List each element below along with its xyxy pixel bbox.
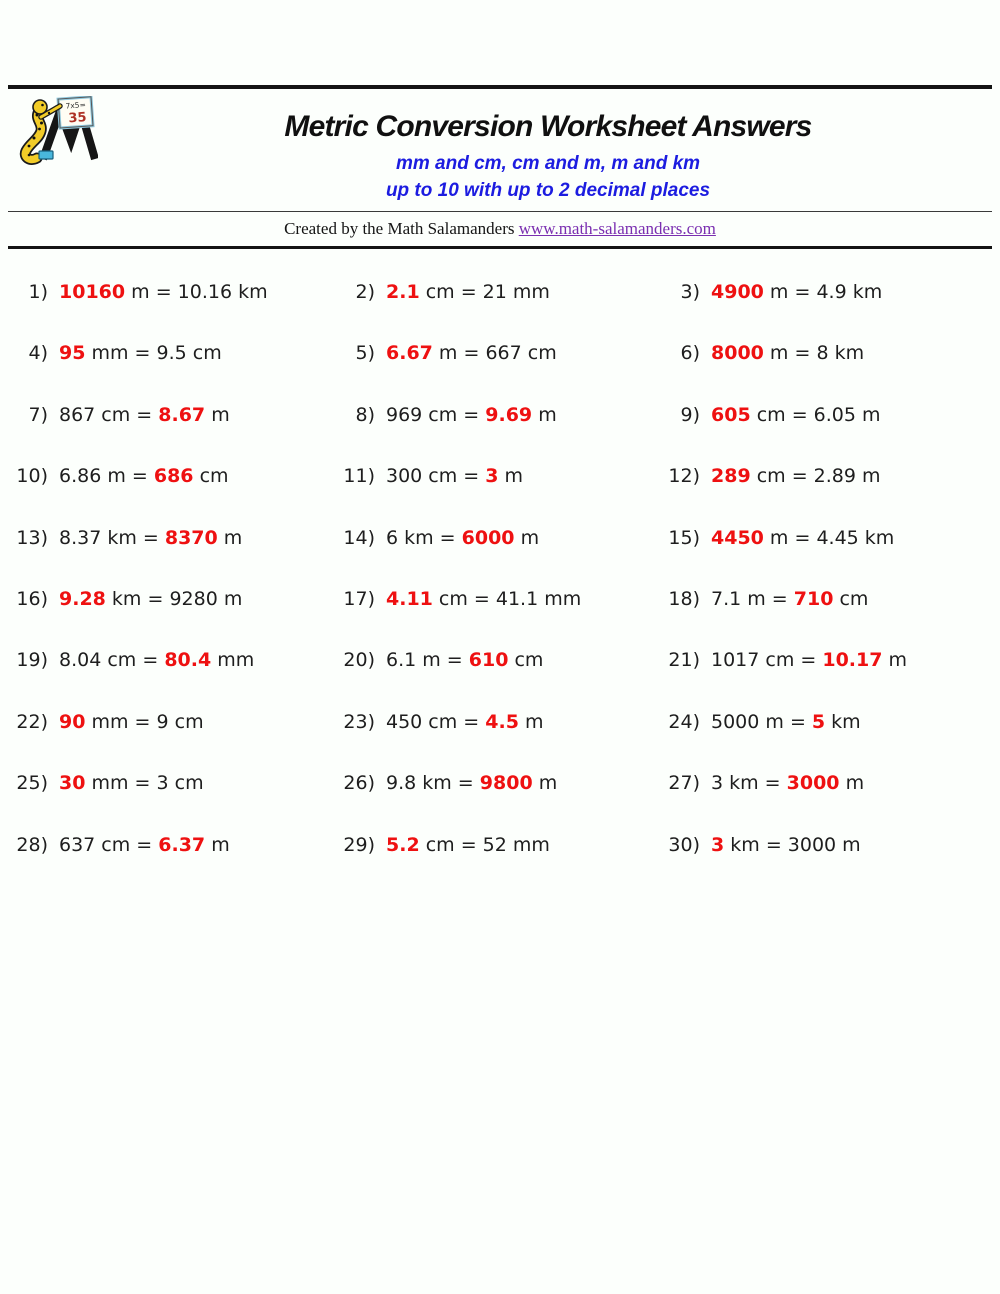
- problem-number: 20): [343, 649, 375, 672]
- problem-number: 3): [680, 281, 700, 303]
- problem-number: 25): [16, 772, 48, 795]
- board-text-line2: 35: [67, 110, 88, 127]
- problem-answer: 9.28: [59, 587, 106, 610]
- problem-post: mm = 9.5 cm: [85, 342, 222, 365]
- problem-row: [8, 710, 335, 771]
- problem-pre: 8.37 km =: [59, 526, 165, 549]
- problem-post: cm = 21 mm: [419, 281, 550, 303]
- problem-answer: 95: [59, 342, 86, 365]
- credit-divider-bottom: [8, 246, 992, 249]
- problem-answer: 710: [793, 587, 834, 610]
- problem-answer: 4450: [711, 526, 764, 549]
- problem-number: 1): [28, 281, 48, 303]
- problem-post: m: [882, 649, 908, 672]
- problem-answer: 6000: [461, 526, 515, 549]
- problem-row: [335, 648, 660, 709]
- problem-text: [59, 341, 222, 366]
- problem-answer: 686: [153, 465, 194, 488]
- top-divider: [8, 85, 992, 89]
- problem-row: [660, 587, 992, 648]
- problem-answer: 80.4: [164, 649, 212, 672]
- problem-text: [386, 526, 539, 551]
- problem-post: mm = 9 cm: [85, 710, 204, 733]
- problem-post: m = 8 km: [763, 342, 865, 365]
- problem-pre: 3 km =: [711, 772, 787, 795]
- problem-number: 16): [16, 587, 48, 610]
- problem-row: [660, 771, 992, 832]
- problem-answer: 8.67: [158, 403, 206, 426]
- problem-pre: 8.04 cm =: [59, 649, 165, 672]
- problem-row: [8, 833, 335, 894]
- problem-number: 11): [343, 465, 375, 488]
- problem-row: [8, 280, 335, 341]
- problem-answer: 3: [485, 465, 499, 488]
- problem-pre: 7.1 m =: [711, 587, 794, 610]
- problem-answer: 610: [468, 649, 509, 672]
- problem-text: [59, 526, 242, 551]
- blue-stool: [39, 151, 53, 159]
- problem-text: [386, 710, 544, 735]
- problem-text: [386, 280, 550, 305]
- problem-pre: 867 cm =: [59, 403, 159, 426]
- problem-pre: 6.1 m =: [386, 649, 469, 672]
- problem-row: [335, 341, 660, 402]
- problem-row: [660, 341, 992, 402]
- page-title: Metric Conversion Worksheet Answers: [284, 110, 812, 143]
- problem-text: [711, 710, 861, 735]
- problem-row: [8, 587, 335, 648]
- problem-row: [8, 341, 335, 402]
- problem-number: 23): [343, 710, 375, 733]
- problem-post: m: [532, 772, 558, 795]
- board-text-line1: 7x5=: [65, 100, 87, 111]
- problem-answer: 4.11: [386, 587, 433, 610]
- problem-pre: 969 cm =: [386, 403, 486, 426]
- whiteboard: [58, 97, 93, 128]
- problem-post: cm: [833, 587, 869, 610]
- problem-row: [8, 526, 335, 587]
- problem-answer: 605: [711, 403, 751, 426]
- problem-pre: 6.86 m =: [59, 465, 154, 488]
- problem-number: 13): [16, 526, 48, 549]
- problem-number: 14): [343, 526, 375, 549]
- problem-post: m: [518, 710, 544, 733]
- problem-post: cm: [193, 465, 229, 488]
- problem-pre: 6 km =: [386, 526, 462, 549]
- problem-number: 8): [355, 403, 375, 426]
- problem-row: [660, 280, 992, 341]
- problem-text: [386, 341, 557, 366]
- problem-post: cm = 2.89 m: [750, 465, 881, 488]
- problem-number: 15): [668, 526, 700, 549]
- problem-answer: 9.69: [485, 403, 533, 426]
- problem-row: [660, 464, 992, 525]
- problem-row: [335, 833, 660, 894]
- problems-grid: [8, 280, 992, 894]
- problem-pre: 450 cm =: [386, 710, 486, 733]
- problem-text: [711, 587, 868, 612]
- problem-number: 2): [355, 281, 375, 303]
- problem-answer: 6.67: [386, 342, 433, 365]
- problem-row: [660, 833, 992, 894]
- problem-number: 5): [355, 342, 375, 365]
- problem-text: [59, 710, 204, 735]
- problem-answer: 10.17: [822, 649, 883, 672]
- page-subtitle-1: mm and cm, cm and m, m and km: [395, 153, 701, 174]
- problem-text: [386, 771, 557, 796]
- problem-text: [59, 648, 254, 673]
- problem-number: 28): [16, 833, 48, 856]
- problem-number: 24): [668, 710, 700, 733]
- problem-post: m: [514, 526, 540, 549]
- problem-post: m: [839, 772, 865, 795]
- problem-post: cm: [508, 649, 544, 672]
- problem-post: cm = 41.1 mm: [432, 587, 582, 610]
- credit-text: Created by the Math Salamanders: [284, 219, 519, 238]
- problem-row: [8, 648, 335, 709]
- problem-row: [335, 526, 660, 587]
- problem-number: 10): [16, 465, 48, 488]
- problem-answer: 10160: [59, 281, 126, 303]
- problem-answer: 3: [711, 833, 725, 856]
- problem-row: [335, 464, 660, 525]
- problem-post: mm: [211, 649, 255, 672]
- problem-pre: 1017 cm =: [711, 649, 823, 672]
- problem-text: [711, 280, 882, 305]
- problem-post: km = 3000 m: [724, 833, 861, 856]
- problem-number: 6): [680, 342, 700, 365]
- problem-text: [711, 464, 881, 489]
- problem-number: 4): [28, 342, 48, 365]
- page-subtitle-2: up to 10 with up to 2 decimal places: [385, 180, 711, 201]
- problem-text: [711, 526, 894, 551]
- math-salamanders-logo-icon: [14, 96, 98, 168]
- problem-post: m: [532, 403, 557, 426]
- problem-answer: 6.37: [158, 833, 206, 856]
- problem-row: [660, 526, 992, 587]
- problem-answer: 30: [59, 772, 86, 795]
- problem-text: [59, 771, 204, 796]
- problem-row: [335, 771, 660, 832]
- problem-text: [386, 587, 581, 612]
- problem-post: m: [205, 403, 230, 426]
- problem-row: [8, 771, 335, 832]
- problem-post: m = 10.16 km: [125, 281, 268, 303]
- problem-pre: 637 cm =: [59, 833, 159, 856]
- problem-row: [335, 587, 660, 648]
- problem-text: [59, 587, 242, 612]
- problem-number: 27): [668, 772, 700, 795]
- problem-text: [711, 833, 861, 858]
- problem-answer: 5: [811, 710, 826, 733]
- problem-pre: 9.8 km =: [386, 772, 480, 795]
- problem-number: 17): [343, 587, 375, 610]
- problem-answer: 289: [711, 465, 751, 488]
- problem-answer: 9800: [479, 772, 533, 795]
- problem-text: [386, 833, 550, 858]
- problem-number: 22): [16, 710, 48, 733]
- problem-text: [386, 403, 557, 428]
- problem-row: [335, 280, 660, 341]
- problem-post: km = 9280 m: [105, 587, 243, 610]
- problem-pre: 5000 m =: [711, 710, 812, 733]
- problem-answer: 4.5: [485, 710, 519, 733]
- problem-number: 29): [343, 833, 375, 856]
- problem-text: [711, 403, 881, 428]
- problem-text: [59, 833, 230, 858]
- problem-number: 30): [668, 833, 700, 856]
- problem-number: 26): [343, 772, 375, 795]
- problem-post: km: [825, 710, 861, 733]
- problem-post: m = 4.45 km: [763, 526, 895, 549]
- problem-answer: 90: [59, 710, 86, 733]
- problem-post: mm = 3 cm: [85, 772, 204, 795]
- problem-answer: 8370: [164, 526, 218, 549]
- problem-post: cm = 52 mm: [419, 833, 550, 856]
- problem-answer: 8000: [711, 342, 764, 365]
- problem-number: 18): [668, 587, 700, 610]
- problem-text: [711, 771, 864, 796]
- problem-answer: 3000: [786, 772, 840, 795]
- problem-row: [660, 710, 992, 771]
- problem-row: [335, 403, 660, 464]
- problem-number: 7): [28, 403, 48, 426]
- problem-row: [8, 464, 335, 525]
- problem-number: 21): [668, 649, 700, 672]
- problem-text: [59, 464, 229, 489]
- problem-text: [59, 403, 230, 428]
- problem-answer: 2.1: [386, 281, 420, 303]
- problem-row: [660, 403, 992, 464]
- problem-text: [386, 648, 543, 673]
- credit-line: [8, 219, 992, 239]
- problem-post: m = 667 cm: [432, 342, 557, 365]
- problem-text: [59, 280, 268, 305]
- problem-text: [386, 464, 523, 489]
- problem-number: 19): [16, 649, 48, 672]
- problem-number: 12): [668, 465, 700, 488]
- problem-post: m: [205, 833, 230, 856]
- problem-row: [8, 403, 335, 464]
- problem-row: [335, 710, 660, 771]
- problem-post: m: [217, 526, 243, 549]
- problem-answer: 4900: [711, 281, 764, 303]
- problem-post: m: [498, 465, 524, 488]
- problem-answer: 5.2: [386, 833, 420, 856]
- problem-row: [660, 648, 992, 709]
- problem-post: cm = 6.05 m: [750, 403, 881, 426]
- problem-number: 9): [680, 403, 700, 426]
- credit-divider-top: [8, 211, 992, 212]
- credit-link[interactable]: www.math-salamanders.com: [518, 219, 716, 238]
- problem-pre: 300 cm =: [386, 465, 486, 488]
- problem-post: m = 4.9 km: [763, 281, 883, 303]
- problem-text: [711, 341, 864, 366]
- problem-text: [711, 648, 907, 673]
